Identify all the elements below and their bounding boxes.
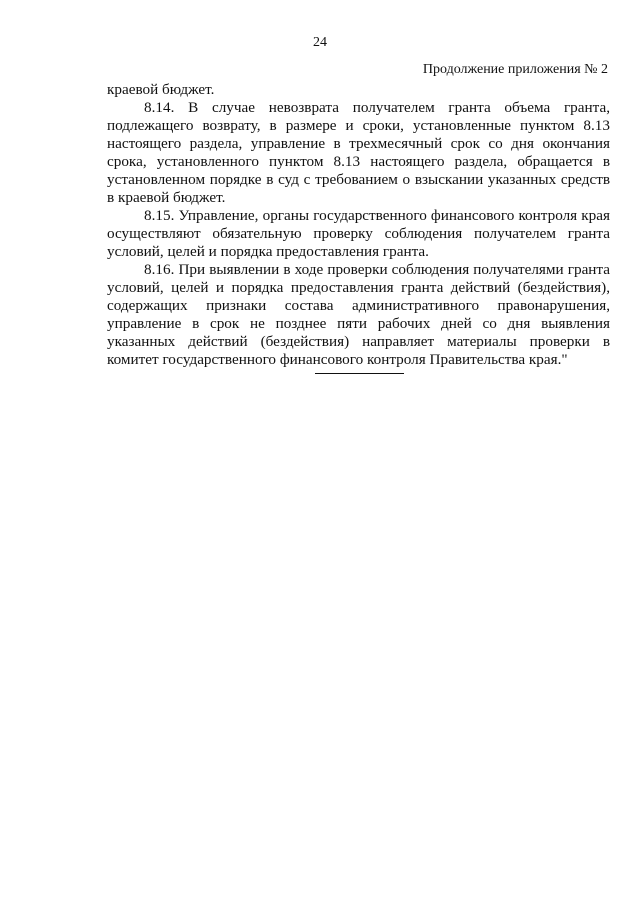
end-of-document-rule [315, 373, 404, 374]
paragraph-8-16: 8.16. При выявлении в ходе проверки соблюдения получателями гранта условий, целей и порядка предоставления гранта действий (бездействия), содержащих признаки состава административного правонарушения, управление в срок не позднее пяти рабочих дней со дня выявления указанных действий (бездействия) направляет материалы проверки в комитет государственного финансового контроля Правительства края." [107, 261, 610, 368]
appendix-continuation-note: Продолжение приложения № 2 [422, 62, 608, 77]
paragraph-8-15: 8.15. Управление, органы государственного финансового контроля края осуществляют обязательную проверку соблюдения получателем гранта условий, целей и порядка предоставления гранта. [107, 207, 610, 260]
paragraph-continuation: краевой бюджет. [107, 81, 215, 98]
page-number: 24 [313, 35, 327, 50]
document-body [107, 81, 610, 369]
paragraph-8-14: 8.14. В случае невозврата получателем гранта объема гранта, подлежащего возврату, в размере и сроки, установленные пунктом 8.13 настоящего раздела, управление в трехмесячный срок со дня окончания срока, установленного пунктом 8.13 настоящего раздела, обращается в установленном порядке в суд с требованием о взыскании указанных средств в краевой бюджет. [107, 99, 610, 206]
